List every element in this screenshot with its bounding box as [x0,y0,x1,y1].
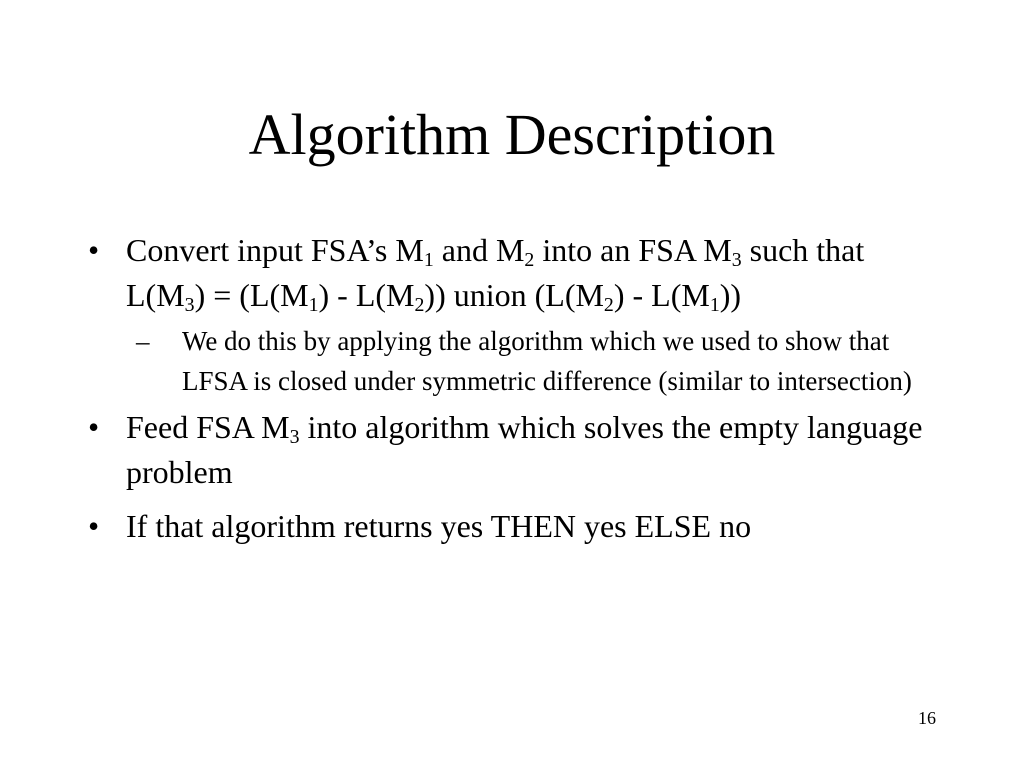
bullet-convert-fsa [88,228,948,318]
bullet-feed-fsa [88,405,948,495]
slide-title: Algorithm Description [248,102,776,167]
subbullet-text: We do this by applying the algorithm which we used to show that LFSA is closed under symmetric difference (similar to intersection) [182,326,912,396]
page-number: 16 [918,708,936,728]
subbullet-symmetric-difference [136,321,948,401]
bullet-text: Feed FSA $M_3$ into algorithm which solves the empty language problem [126,409,923,490]
bullet-text: If that algorithm returns yes THEN yes ELSE no [126,508,752,544]
dash-marker: – [136,326,150,356]
bullet-marker: • [88,232,100,268]
slide-body [88,228,948,549]
bullet-marker: • [88,508,100,544]
bullet-result [88,504,948,549]
bullet-marker: • [88,409,100,445]
bullet-text: Convert input FSA’s $M_1$ and $M_2$ into an FSA $M_3$ such that $L(M_3) = (L(M_1) - L(M_2))$ union $(L(M_2) - L(M_1))$ [126,232,865,316]
